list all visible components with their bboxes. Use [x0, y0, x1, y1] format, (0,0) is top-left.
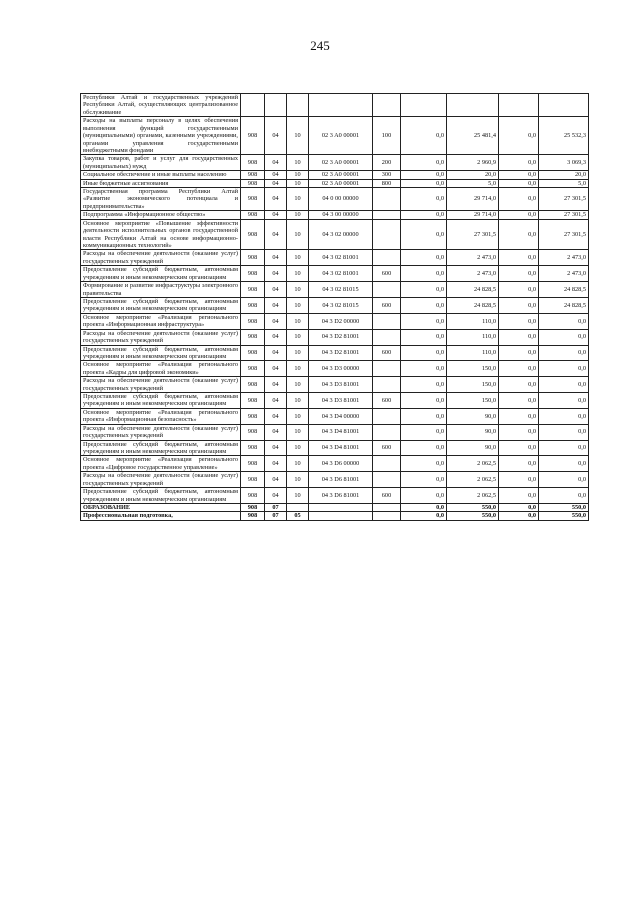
- cell-section: 04: [265, 424, 287, 440]
- cell-expense-type: [373, 313, 401, 329]
- cell-value-2: 110,0: [447, 313, 499, 329]
- cell-grbs: 908: [241, 329, 265, 345]
- cell-grbs: 908: [241, 440, 265, 456]
- cell-value-1: 0,0: [401, 456, 447, 472]
- cell-subsection: 10: [287, 282, 309, 298]
- cell-value-1: 0,0: [401, 282, 447, 298]
- cell-subsection: 10: [287, 297, 309, 313]
- cell-grbs: 908: [241, 456, 265, 472]
- cell-expense-type: [373, 377, 401, 393]
- cell-target-article: 04 3 D3 00000: [309, 361, 373, 377]
- table-body: [81, 94, 589, 521]
- cell-value-2: 90,0: [447, 440, 499, 456]
- table-row: [81, 266, 589, 282]
- cell-subsection: 10: [287, 488, 309, 504]
- cell-expense-type: [373, 512, 401, 520]
- cell-subsection: 10: [287, 329, 309, 345]
- cell-grbs: 908: [241, 219, 265, 250]
- cell-section: 04: [265, 472, 287, 488]
- cell-value-4: 24 828,5: [539, 297, 589, 313]
- table-row: [81, 408, 589, 424]
- cell-value-4: 2 473,0: [539, 250, 589, 266]
- cell-grbs: 908: [241, 266, 265, 282]
- cell-expense-type: [373, 329, 401, 345]
- cell-value-2: 2 473,0: [447, 250, 499, 266]
- table-row: [81, 503, 589, 511]
- cell-name: Основное мероприятие «Реализация регионального проекта «Информационная безопасность»: [81, 408, 241, 424]
- cell-value-2: 90,0: [447, 408, 499, 424]
- cell-value-4: 5,0: [539, 179, 589, 187]
- cell-subsection: 10: [287, 188, 309, 211]
- cell-value-3: 0,0: [499, 424, 539, 440]
- page-number: 245: [310, 38, 330, 53]
- table-row: [81, 488, 589, 504]
- cell-section: 04: [265, 155, 287, 171]
- cell-value-1: 0,0: [401, 219, 447, 250]
- cell-name: Основное мероприятие «Реализация регионального проекта «Цифровое государственное управление»: [81, 456, 241, 472]
- table-row: [81, 345, 589, 361]
- table-row: [81, 377, 589, 393]
- cell-expense-type: [373, 188, 401, 211]
- cell-grbs: 908: [241, 179, 265, 187]
- cell-target-article: 04 3 D2 81001: [309, 329, 373, 345]
- cell-value-4: [539, 94, 589, 117]
- table-row: [81, 117, 589, 155]
- cell-subsection: 10: [287, 313, 309, 329]
- cell-subsection: 10: [287, 456, 309, 472]
- cell-value-2: 29 714,0: [447, 211, 499, 219]
- cell-expense-type: [373, 472, 401, 488]
- cell-section: 04: [265, 345, 287, 361]
- cell-grbs: 908: [241, 408, 265, 424]
- cell-value-1: 0,0: [401, 179, 447, 187]
- cell-grbs: 908: [241, 171, 265, 179]
- cell-value-2: 20,0: [447, 171, 499, 179]
- cell-subsection: 10: [287, 250, 309, 266]
- cell-subsection: 10: [287, 219, 309, 250]
- cell-section: 07: [265, 512, 287, 520]
- cell-section: 04: [265, 440, 287, 456]
- cell-expense-type: [373, 94, 401, 117]
- cell-value-2: 5,0: [447, 179, 499, 187]
- cell-expense-type: 300: [373, 171, 401, 179]
- cell-target-article: 02 3 A0 00001: [309, 117, 373, 155]
- cell-value-4: 0,0: [539, 440, 589, 456]
- cell-section: [265, 94, 287, 117]
- cell-value-4: 0,0: [539, 424, 589, 440]
- cell-value-2: 24 828,5: [447, 282, 499, 298]
- cell-value-3: 0,0: [499, 456, 539, 472]
- cell-value-2: 2 062,5: [447, 488, 499, 504]
- cell-value-4: 2 473,0: [539, 266, 589, 282]
- cell-value-3: 0,0: [499, 266, 539, 282]
- cell-value-3: 0,0: [499, 117, 539, 155]
- cell-value-4: 25 532,3: [539, 117, 589, 155]
- cell-name: Предоставление субсидий бюджетным, автономным учреждениям и иным некоммерческим организациям: [81, 345, 241, 361]
- cell-subsection: 10: [287, 117, 309, 155]
- cell-target-article: 04 3 D4 81001: [309, 440, 373, 456]
- table-row: [81, 424, 589, 440]
- cell-target-article: 04 3 D3 81001: [309, 393, 373, 409]
- cell-value-4: 24 828,5: [539, 282, 589, 298]
- cell-value-1: 0,0: [401, 313, 447, 329]
- table-row: [81, 282, 589, 298]
- cell-value-3: 0,0: [499, 188, 539, 211]
- cell-target-article: 02 3 A0 00001: [309, 179, 373, 187]
- table-row: [81, 440, 589, 456]
- cell-value-1: 0,0: [401, 361, 447, 377]
- cell-value-4: 550,0: [539, 512, 589, 520]
- cell-value-4: 27 301,5: [539, 211, 589, 219]
- cell-value-1: 0,0: [401, 440, 447, 456]
- cell-value-1: 0,0: [401, 266, 447, 282]
- cell-value-1: 0,0: [401, 408, 447, 424]
- cell-section: 04: [265, 456, 287, 472]
- cell-target-article: 04 3 D6 00000: [309, 456, 373, 472]
- cell-expense-type: [373, 456, 401, 472]
- table-row: [81, 472, 589, 488]
- cell-target-article: 02 3 A0 00001: [309, 171, 373, 179]
- cell-value-2: 90,0: [447, 424, 499, 440]
- cell-section: 04: [265, 377, 287, 393]
- cell-subsection: 10: [287, 440, 309, 456]
- cell-target-article: [309, 94, 373, 117]
- cell-value-2: 29 714,0: [447, 188, 499, 211]
- cell-target-article: 04 3 D4 00000: [309, 408, 373, 424]
- cell-name: Расходы на обеспечение деятельности (оказание услуг) государственных учреждений: [81, 250, 241, 266]
- cell-grbs: 908: [241, 313, 265, 329]
- cell-expense-type: 200: [373, 155, 401, 171]
- cell-value-4: 0,0: [539, 393, 589, 409]
- cell-subsection: [287, 94, 309, 117]
- cell-value-3: 0,0: [499, 472, 539, 488]
- table-row: [81, 211, 589, 219]
- cell-value-4: 0,0: [539, 377, 589, 393]
- cell-name: Республики Алтай и государственных учреждений Республики Алтай, осуществляющих централизованное обслуживание: [81, 94, 241, 117]
- cell-grbs: 908: [241, 188, 265, 211]
- cell-section: 04: [265, 313, 287, 329]
- cell-value-1: 0,0: [401, 512, 447, 520]
- cell-value-1: 0,0: [401, 155, 447, 171]
- table-row: [81, 313, 589, 329]
- cell-expense-type: 600: [373, 440, 401, 456]
- cell-grbs: 908: [241, 250, 265, 266]
- cell-value-3: 0,0: [499, 408, 539, 424]
- cell-value-4: 27 301,5: [539, 219, 589, 250]
- cell-value-1: 0,0: [401, 250, 447, 266]
- cell-value-2: 24 828,5: [447, 297, 499, 313]
- cell-value-4: 0,0: [539, 488, 589, 504]
- cell-value-2: 25 481,4: [447, 117, 499, 155]
- cell-value-1: 0,0: [401, 377, 447, 393]
- cell-value-3: 0,0: [499, 155, 539, 171]
- cell-name: Предоставление субсидий бюджетным, автономным учреждениям и иным некоммерческим организациям: [81, 488, 241, 504]
- cell-target-article: [309, 512, 373, 520]
- cell-section: 04: [265, 171, 287, 179]
- cell-expense-type: [373, 282, 401, 298]
- cell-value-1: 0,0: [401, 393, 447, 409]
- cell-value-1: 0,0: [401, 472, 447, 488]
- cell-value-3: 0,0: [499, 393, 539, 409]
- cell-name: Предоставление субсидий бюджетным, автономным учреждениям и иным некоммерческим организациям: [81, 440, 241, 456]
- cell-name: Профессиональная подготовка,: [81, 512, 241, 520]
- cell-target-article: 04 3 02 81001: [309, 250, 373, 266]
- cell-value-2: 2 960,9: [447, 155, 499, 171]
- cell-value-3: 0,0: [499, 250, 539, 266]
- cell-value-2: 150,0: [447, 361, 499, 377]
- cell-section: 04: [265, 219, 287, 250]
- cell-value-2: 2 062,5: [447, 472, 499, 488]
- cell-name: Предоставление субсидий бюджетным, автономным учреждениям и иным некоммерческим организациям: [81, 266, 241, 282]
- cell-subsection: 10: [287, 472, 309, 488]
- cell-value-3: 0,0: [499, 219, 539, 250]
- cell-section: 04: [265, 393, 287, 409]
- cell-value-4: 0,0: [539, 408, 589, 424]
- cell-value-4: 0,0: [539, 313, 589, 329]
- table-row: [81, 250, 589, 266]
- cell-value-2: 2 062,5: [447, 456, 499, 472]
- cell-subsection: 05: [287, 512, 309, 520]
- cell-target-article: 04 3 D2 81001: [309, 345, 373, 361]
- cell-value-3: 0,0: [499, 329, 539, 345]
- cell-expense-type: [373, 408, 401, 424]
- cell-name: Иные бюджетные ассигнования: [81, 179, 241, 187]
- cell-expense-type: [373, 250, 401, 266]
- cell-value-3: 0,0: [499, 488, 539, 504]
- cell-value-4: 20,0: [539, 171, 589, 179]
- cell-subsection: 10: [287, 424, 309, 440]
- cell-target-article: 04 3 D6 81001: [309, 472, 373, 488]
- cell-grbs: 908: [241, 424, 265, 440]
- cell-subsection: 10: [287, 179, 309, 187]
- cell-value-2: 550,0: [447, 512, 499, 520]
- table-row: [81, 155, 589, 171]
- cell-value-3: 0,0: [499, 297, 539, 313]
- table-row: [81, 329, 589, 345]
- cell-name: Формирование и развитие инфраструктуры электронного правительства: [81, 282, 241, 298]
- cell-value-4: 550,0: [539, 503, 589, 511]
- cell-expense-type: 600: [373, 488, 401, 504]
- cell-value-4: 0,0: [539, 329, 589, 345]
- cell-value-1: 0,0: [401, 503, 447, 511]
- cell-grbs: 908: [241, 393, 265, 409]
- cell-value-3: 0,0: [499, 211, 539, 219]
- table-row: [81, 219, 589, 250]
- cell-name: Закупка товаров, работ и услуг для государственных (муниципальных) нужд: [81, 155, 241, 171]
- cell-section: 04: [265, 329, 287, 345]
- cell-value-2: 110,0: [447, 329, 499, 345]
- cell-section: 04: [265, 266, 287, 282]
- cell-subsection: 10: [287, 171, 309, 179]
- cell-expense-type: [373, 424, 401, 440]
- cell-target-article: 04 3 D3 81001: [309, 377, 373, 393]
- cell-value-2: 150,0: [447, 377, 499, 393]
- cell-expense-type: 800: [373, 179, 401, 187]
- cell-section: 07: [265, 503, 287, 511]
- table-row: [81, 456, 589, 472]
- cell-value-3: 0,0: [499, 179, 539, 187]
- cell-name: Подпрограмма «Информационное общество»: [81, 211, 241, 219]
- cell-value-3: 0,0: [499, 313, 539, 329]
- cell-target-article: 04 3 00 00000: [309, 211, 373, 219]
- cell-expense-type: 600: [373, 297, 401, 313]
- cell-value-2: 110,0: [447, 345, 499, 361]
- cell-value-2: [447, 94, 499, 117]
- cell-grbs: 908: [241, 117, 265, 155]
- table-row: [81, 393, 589, 409]
- cell-name: Основное мероприятие «Реализация регионального проекта «Кадры для цифровой экономики»: [81, 361, 241, 377]
- cell-name: Предоставление субсидий бюджетным, автономным учреждениям и иным некоммерческим организациям: [81, 297, 241, 313]
- cell-subsection: 10: [287, 266, 309, 282]
- cell-target-article: 04 3 02 81015: [309, 297, 373, 313]
- cell-target-article: [309, 503, 373, 511]
- cell-expense-type: [373, 219, 401, 250]
- cell-subsection: 10: [287, 377, 309, 393]
- cell-name: Расходы на выплаты персоналу в целях обеспечения выполнения функций государственными (муниципальными) органами, казенными учреждениями, органами управления государственными внебюджетными фондами: [81, 117, 241, 155]
- table-row: [81, 297, 589, 313]
- cell-grbs: 908: [241, 377, 265, 393]
- cell-section: 04: [265, 211, 287, 219]
- cell-subsection: 10: [287, 155, 309, 171]
- cell-name: ОБРАЗОВАНИЕ: [81, 503, 241, 511]
- cell-section: 04: [265, 408, 287, 424]
- cell-section: 04: [265, 361, 287, 377]
- cell-value-3: 0,0: [499, 440, 539, 456]
- cell-name: Расходы на обеспечение деятельности (оказание услуг) государственных учреждений: [81, 329, 241, 345]
- cell-section: 04: [265, 117, 287, 155]
- cell-grbs: 908: [241, 297, 265, 313]
- cell-section: 04: [265, 297, 287, 313]
- cell-grbs: 908: [241, 512, 265, 520]
- cell-expense-type: 100: [373, 117, 401, 155]
- cell-value-1: 0,0: [401, 211, 447, 219]
- cell-subsection: 10: [287, 211, 309, 219]
- cell-grbs: [241, 94, 265, 117]
- cell-value-4: 0,0: [539, 472, 589, 488]
- cell-subsection: [287, 503, 309, 511]
- cell-subsection: 10: [287, 361, 309, 377]
- cell-grbs: 908: [241, 282, 265, 298]
- cell-target-article: 02 3 A0 00001: [309, 155, 373, 171]
- cell-section: 04: [265, 179, 287, 187]
- cell-expense-type: [373, 211, 401, 219]
- cell-grbs: 908: [241, 361, 265, 377]
- cell-subsection: 10: [287, 345, 309, 361]
- cell-expense-type: 600: [373, 266, 401, 282]
- cell-target-article: 04 3 02 81015: [309, 282, 373, 298]
- cell-value-4: 0,0: [539, 361, 589, 377]
- table-row: [81, 512, 589, 520]
- budget-table: [80, 93, 589, 521]
- cell-value-1: 0,0: [401, 171, 447, 179]
- cell-expense-type: 600: [373, 345, 401, 361]
- cell-value-4: 3 069,3: [539, 155, 589, 171]
- cell-value-4: 0,0: [539, 345, 589, 361]
- cell-value-1: 0,0: [401, 345, 447, 361]
- cell-value-3: 0,0: [499, 282, 539, 298]
- cell-value-1: 0,0: [401, 188, 447, 211]
- cell-grbs: 908: [241, 211, 265, 219]
- cell-value-3: 0,0: [499, 503, 539, 511]
- cell-grbs: 908: [241, 488, 265, 504]
- cell-value-2: 27 301,5: [447, 219, 499, 250]
- cell-target-article: 04 0 00 00000: [309, 188, 373, 211]
- cell-expense-type: 600: [373, 393, 401, 409]
- table-row: [81, 94, 589, 117]
- cell-value-1: 0,0: [401, 117, 447, 155]
- cell-value-2: 150,0: [447, 393, 499, 409]
- cell-grbs: 908: [241, 155, 265, 171]
- table-row: [81, 361, 589, 377]
- cell-subsection: 10: [287, 393, 309, 409]
- cell-name: Расходы на обеспечение деятельности (оказание услуг) государственных учреждений: [81, 377, 241, 393]
- cell-name: Основное мероприятие «Реализация регионального проекта «Информационная инфраструктура»: [81, 313, 241, 329]
- cell-value-3: [499, 94, 539, 117]
- cell-section: 04: [265, 488, 287, 504]
- cell-expense-type: [373, 361, 401, 377]
- cell-name: Основное мероприятие «Повышение эффективности деятельности исполнительных органов государственной власти Республики Алтай на основе информационно-коммуникационных технологий»: [81, 219, 241, 250]
- cell-section: 04: [265, 250, 287, 266]
- cell-expense-type: [373, 503, 401, 511]
- cell-target-article: 04 3 D6 81001: [309, 488, 373, 504]
- cell-value-4: 27 301,5: [539, 188, 589, 211]
- cell-name: Государственная программа Республики Алтай «Развитие экономического потенциала и предпринимательства»: [81, 188, 241, 211]
- cell-value-3: 0,0: [499, 361, 539, 377]
- cell-value-1: 0,0: [401, 424, 447, 440]
- cell-section: 04: [265, 188, 287, 211]
- table-row: [81, 171, 589, 179]
- cell-value-1: [401, 94, 447, 117]
- cell-grbs: 908: [241, 503, 265, 511]
- cell-name: Расходы на обеспечение деятельности (оказание услуг) государственных учреждений: [81, 472, 241, 488]
- cell-value-3: 0,0: [499, 171, 539, 179]
- cell-target-article: 04 3 D2 00000: [309, 313, 373, 329]
- cell-grbs: 908: [241, 345, 265, 361]
- cell-value-3: 0,0: [499, 512, 539, 520]
- cell-value-2: 2 473,0: [447, 266, 499, 282]
- cell-target-article: 04 3 02 00000: [309, 219, 373, 250]
- cell-name: Социальное обеспечение и иные выплаты населению: [81, 171, 241, 179]
- cell-section: 04: [265, 282, 287, 298]
- cell-value-3: 0,0: [499, 377, 539, 393]
- cell-name: Предоставление субсидий бюджетным, автономным учреждениям и иным некоммерческим организациям: [81, 393, 241, 409]
- cell-target-article: 04 3 D4 81001: [309, 424, 373, 440]
- cell-value-1: 0,0: [401, 488, 447, 504]
- table-row: [81, 188, 589, 211]
- cell-value-2: 550,0: [447, 503, 499, 511]
- cell-grbs: 908: [241, 472, 265, 488]
- cell-value-1: 0,0: [401, 297, 447, 313]
- cell-value-4: 0,0: [539, 456, 589, 472]
- cell-subsection: 10: [287, 408, 309, 424]
- cell-target-article: 04 3 02 81001: [309, 266, 373, 282]
- cell-name: Расходы на обеспечение деятельности (оказание услуг) государственных учреждений: [81, 424, 241, 440]
- cell-value-3: 0,0: [499, 345, 539, 361]
- table-row: [81, 179, 589, 187]
- cell-value-1: 0,0: [401, 329, 447, 345]
